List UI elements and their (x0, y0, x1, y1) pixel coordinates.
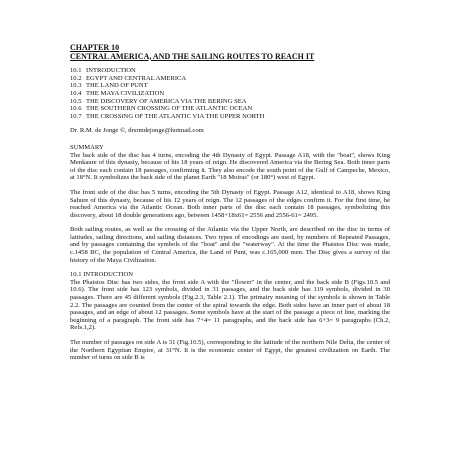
summary-paragraph: The front side of the disc has 5 turns, encoding the 5th Dynasty of Egypt. Passage A12, identical to A18, shows King Sahure of this dynasty, because of his 12 years of reign. The 12 passages of the edges confirm it. For the first time, he reached America via the Atlantic Ocean. Both inner parts of the disc each contain 18 passages, symbolizing this discovery, about 18 double generations ago, between 1458+18x61= 2556 and 2556-61= 2495. (70, 188, 390, 219)
toc-label: THE LAND OF PUNT (86, 82, 148, 90)
intro-paragraph: The number of passages on side A is 31 (Fig.10.5), corresponding to the latitude of the northern Nile Delta, the center of the Northern Egyptian Empire, at 31°N. It is the economic center of Egypt, the greatest civilization on Earth. The number of turns on side B is (70, 339, 390, 362)
toc-label: THE CROSSING OF THE ATLANTIC VIA THE UPPER NORTH (86, 112, 265, 120)
toc-item (70, 82, 390, 90)
toc-item (70, 67, 390, 75)
toc-number: 10.4 (70, 89, 82, 97)
summary-heading: SUMMARY (70, 143, 104, 151)
toc-number: 10.2 (70, 74, 82, 82)
toc-label: THE MAYA CIVILIZATION (86, 89, 165, 97)
toc-number: 10.3 (70, 82, 82, 90)
toc-item (70, 113, 390, 121)
toc-number: 10.6 (70, 105, 82, 113)
toc-item (70, 98, 390, 106)
toc-item (70, 105, 390, 113)
intro-heading: 10.1 INTRODUCTION (70, 271, 134, 279)
toc-label: THE DISCOVERY OF AMERICA VIA THE BERING SEA (86, 97, 247, 105)
toc-label: EGYPT AND CENTRAL AMERICA (86, 74, 187, 82)
intro-paragraph: The Phaistos Disc has two sides, the front side A with the "flower" in the center, and the back side B (Figs.10.5 and 10.6). The front side has 123 symbols, divided in 31 passages, and the back side has 119 symbols, divided in 30 passages. There are 45 different symbols (Fig.2.3, Table 2.1). The primairy meaning of the symbols is shown in Table 2.2. The passages are counted from the center of the spiral towards the edge. Both sides have an inner part of about 18 passages, and an edge of about 12 passages. Some symbols have at the start of the passage a piece of line, marking the beginning of a paragraph. The front side has 7+4= 11 paragraphs, and the back side has 6+3= 9 paragraphs (Ch.2, Refs.1,2). (70, 278, 390, 332)
toc-number: 10.5 (70, 97, 82, 105)
toc-number: 10.7 (70, 112, 82, 120)
chapter-title: CENTRAL AMERICA, AND THE SAILING ROUTES TO REACH IT (70, 51, 315, 61)
table-of-contents (70, 67, 390, 120)
summary-paragraph: The back side of the disc has 4 turns, encoding the 4th Dynasty of Egypt. Passage A18, with the "boat", shows King Menkaure of this dynasty, because of his 18 years of reign. He discovered America via the Bering Sea. Both inner parts of the disc each contain 18 passages, confirming it. They also encode the south point of the Gulf of Campeche, Mexico, at 18°N. It symbolizes the back side of the planet Earth "18 Moiras" (or 180°) west of Egypt. (70, 151, 390, 182)
toc-number: 10.1 (70, 67, 82, 75)
summary-paragraph: Both sailing routes, as well as the crossing of the Atlantic via the Upper North, are described on the disc in terms of latitudes, sailing directions, and sailing distances. Two types of encodings are used, by numbers of Repeated Passages, and by passages containing the symbols of the "boat" and the "waterway". At the time the Phaistos Disc was made, c.1458 BC, the population of Central America, the Land of Punt, was c.165,000 men. The Disc gives a survey of the history of the Maya Civilization. (70, 226, 390, 264)
author-line: Dr. R.M. de Jonge ©, drsrmdejonge@hotmail.com (70, 127, 204, 135)
toc-item (70, 90, 390, 98)
toc-label: THE SOUTHERN CROSSING OF THE ATLANTIC OCEAN (86, 105, 253, 113)
chapter-heading: CHAPTER 10 (70, 43, 120, 52)
toc-label: INTRODUCTION (86, 67, 136, 75)
document-page (70, 44, 390, 369)
toc-item (70, 75, 390, 83)
